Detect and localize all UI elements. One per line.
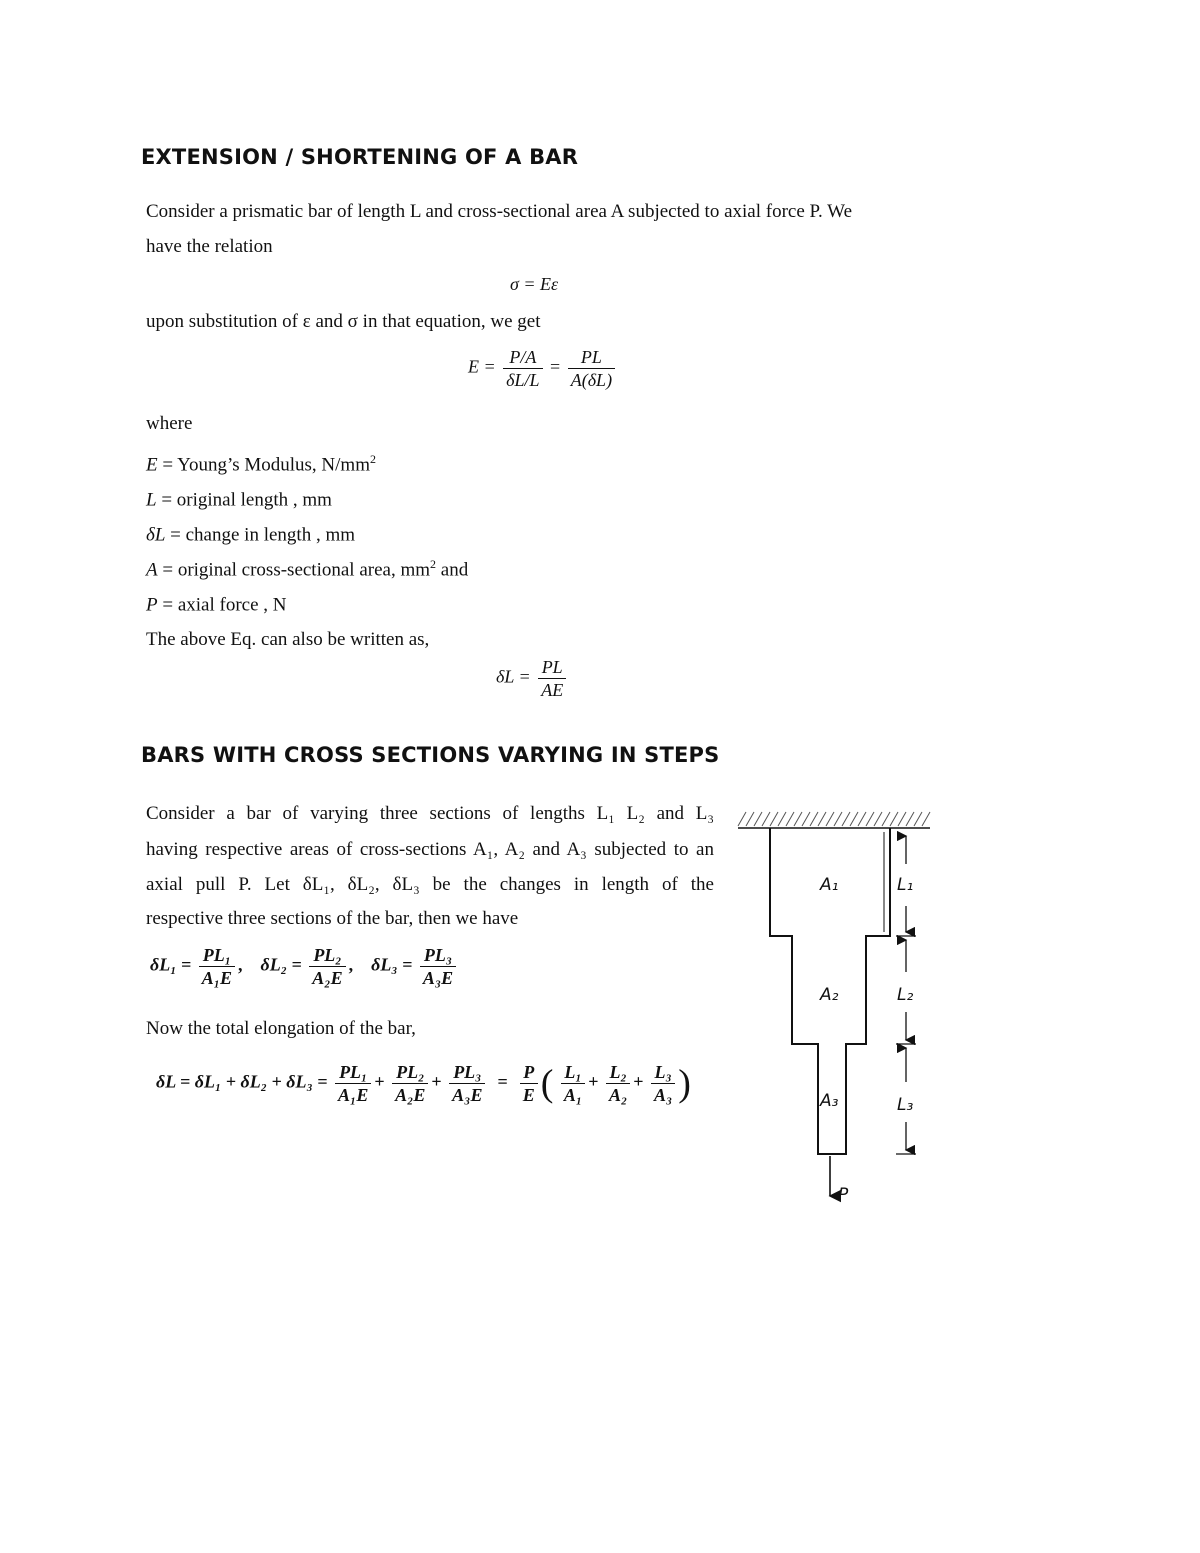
definition-item: P = axial force , N bbox=[146, 594, 287, 616]
length-label-l3: L₃ bbox=[897, 1095, 914, 1115]
equation-section-elongations: δL₁ = $\frac{\text{PL₁}}{\text{A₁E}}$ , δL₂ = $\frac{\text{PL₂}}{\text{A₂E}}$ , δL₃ = $\frac{\text{PL₃}}{\text{A₃E}}$ bbox=[150, 944, 459, 989]
equation-delta-l: δL = $\frac{PL}{AE}$ bbox=[496, 656, 569, 701]
intro-line-1: Consider a prismatic bar of length L and cross-sectional area A subjected to axial force P. We bbox=[146, 201, 852, 222]
fixed-support bbox=[738, 812, 930, 828]
paragraph-line: respective three sections of the bar, then we have bbox=[146, 908, 519, 929]
paragraph-line: having respective areas of cross-sections A₁, A₂ and A₃ subjected to an bbox=[146, 839, 714, 860]
load-label-p: P bbox=[838, 1185, 849, 1205]
equation-youngs-modulus: E = $\frac{P/A}{\delta L/L}$ = $\frac{PL}{A(\delta L)}$ bbox=[468, 346, 618, 391]
substitution-text: upon substitution of ε and σ in that equation, we get bbox=[146, 311, 541, 332]
where-label: where bbox=[146, 413, 193, 434]
rewrite-text: The above Eq. can also be written as, bbox=[146, 629, 430, 650]
definition-item: L = original length , mm bbox=[146, 489, 332, 511]
section-heading-extension: EXTENSION / SHORTENING OF A BAR bbox=[141, 145, 579, 169]
length-label-l2: L₂ bbox=[897, 985, 914, 1005]
equation-total-elongation: δL = δL₁ + δL₂ + δL₃ = $\frac{\text{PL₁}}{\text{A₁E}}$ + $\frac{\text{PL₂}}{\text{A₂E}}$ + $\frac{\text{PL₃}}{\text{A₃E}}$ = $\frac{P}{E}$ ( $\frac{\text{L₁}}{\text{A₁}}$ + $\frac{\text{L₂}}{\text{A₂}}$ + $\frac{\text{L₃}}{\text{A₃}}$ ) bbox=[156, 1062, 691, 1105]
area-label-a3: A₃ bbox=[820, 1091, 839, 1111]
length-label-l1: L₁ bbox=[897, 875, 914, 895]
paragraph-line: Consider a bar of varying three sections of lengths L₁ L₂ and L₃ bbox=[146, 803, 714, 824]
intro-line-2: have the relation bbox=[146, 236, 273, 257]
paragraph-line: axial pull P. Let δL₁, δL₂, δL₃ be the changes in length of the bbox=[146, 874, 714, 895]
definition-item: δL = change in length , mm bbox=[146, 524, 355, 546]
section-heading-stepped-bars: BARS WITH CROSS SECTIONS VARYING IN STEPS bbox=[141, 743, 720, 767]
area-label-a2: A₂ bbox=[820, 985, 839, 1005]
stepped-bar-diagram bbox=[730, 800, 940, 1210]
total-elongation-text: Now the total elongation of the bar, bbox=[146, 1018, 416, 1039]
area-label-a1: A₁ bbox=[820, 875, 839, 895]
definition-item: A = original cross-sectional area, $mm^2$ and bbox=[146, 557, 469, 581]
equation-hooke: σ = Eε bbox=[510, 274, 559, 294]
definition-item: E = Young’s Modulus, $N/mm^2$ bbox=[146, 452, 376, 476]
